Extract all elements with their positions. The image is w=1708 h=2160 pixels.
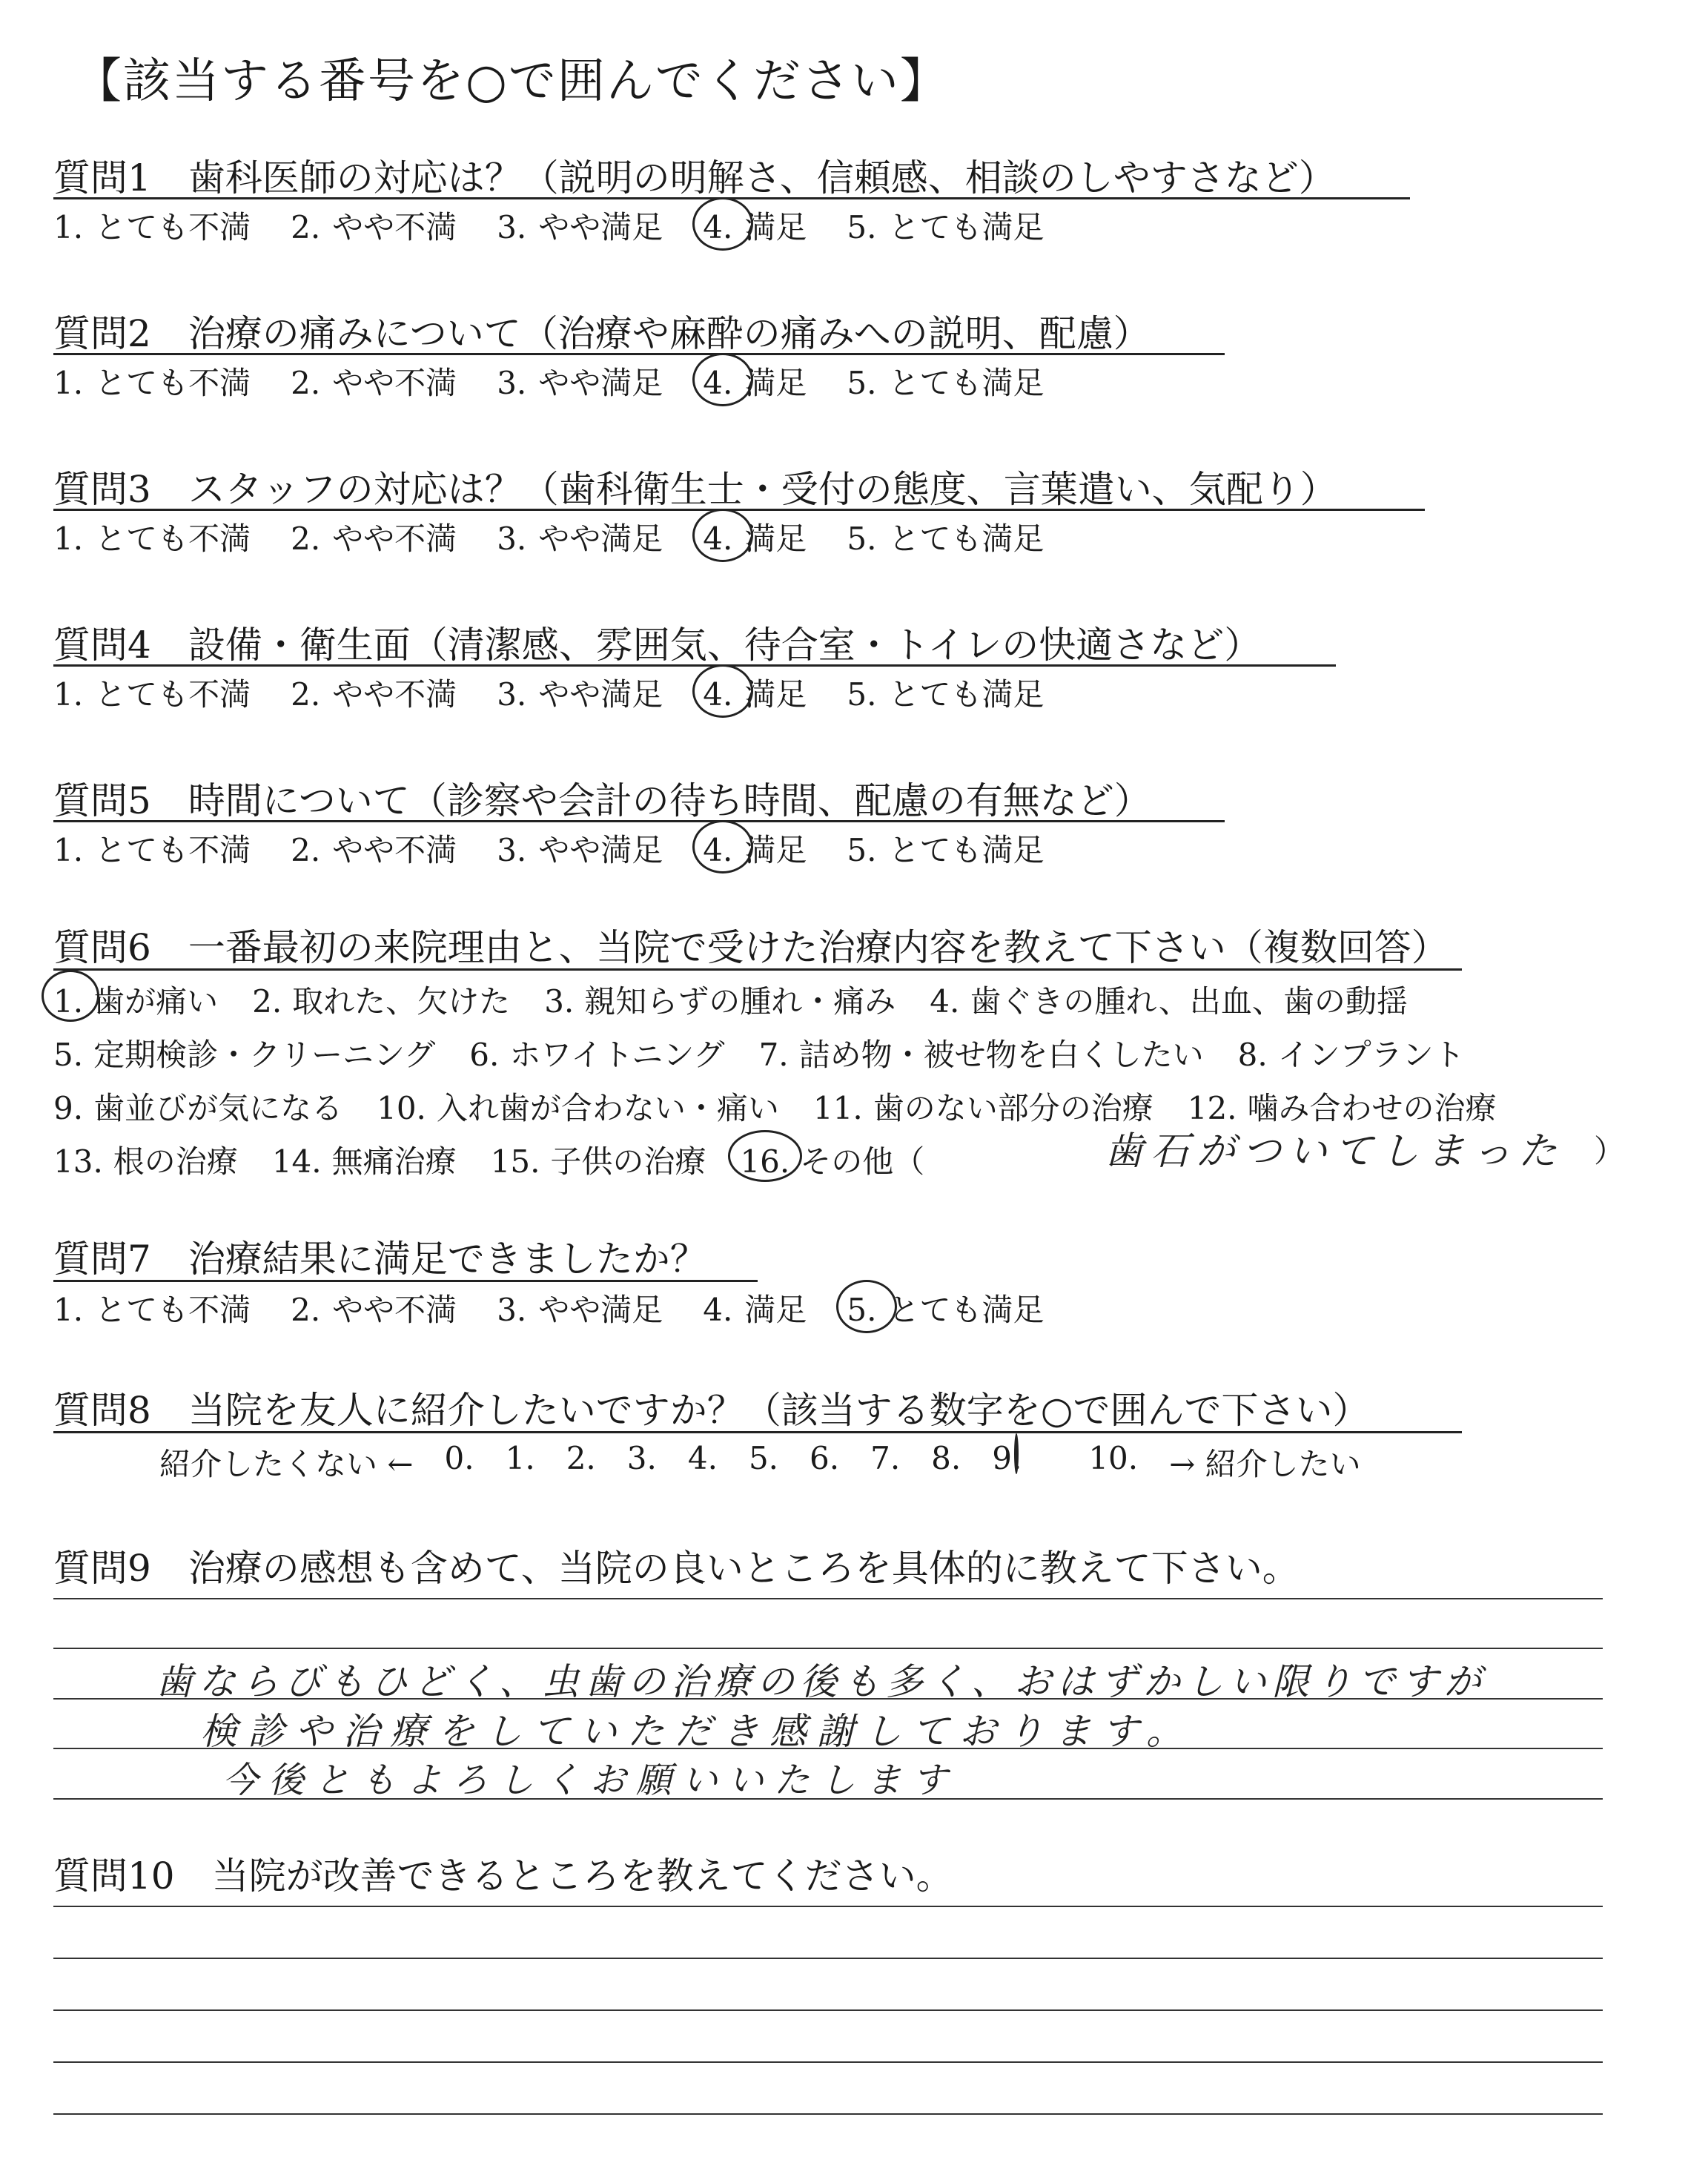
q7-option-1[interactable]: [53, 1286, 251, 1330]
q2-option-3-label: やや満足: [538, 365, 663, 401]
q6-option-7[interactable]: [759, 1031, 1204, 1075]
q5-label: 質問5: [53, 779, 151, 822]
q3-option-4-label: 満足: [744, 521, 807, 557]
q8-scale-1[interactable]: 1.: [505, 1440, 535, 1476]
q1-text: 歯科医師の対応は？（説明の明解さ、信頼感、相談のしやすさなど）: [188, 156, 1336, 199]
q4-option-1[interactable]: [53, 670, 251, 715]
q5-options: [53, 826, 1084, 871]
q1-option-3-number: 3.: [497, 209, 527, 245]
q8-selected-circle: [1014, 1433, 1019, 1474]
q7-question: [53, 1229, 707, 1283]
q6-option-9-label: 歯並びが気になる: [93, 1090, 343, 1126]
q6-option-4-label: 歯ぐきの腫れ、出血、歯の動揺: [970, 983, 1408, 1020]
q5-option-5-label: とても満足: [888, 832, 1045, 868]
q6-option-15-label: 子供の治療: [550, 1143, 706, 1180]
q6-option-13[interactable]: [53, 1137, 238, 1182]
q6-option-12-number: 12.: [1187, 1090, 1237, 1126]
q5-option-5-number: 5.: [847, 832, 877, 868]
q1-option-1-number: 1.: [53, 209, 84, 245]
q1-option-5-number: 5.: [847, 209, 877, 245]
q6-option-6-label: ホワイトニング: [509, 1037, 725, 1073]
q4-label: 質問4: [53, 624, 151, 667]
q2-question: [53, 304, 1151, 357]
q6-option-9-number: 9.: [53, 1090, 84, 1126]
q6-underline: [53, 968, 1462, 971]
q3-option-3[interactable]: [497, 515, 663, 559]
q2-option-3[interactable]: [497, 359, 663, 403]
q3-option-1-label: とても不満: [95, 521, 251, 557]
q3-option-3-label: やや満足: [538, 521, 663, 557]
q6-other-handwritten: 歯石がついてしまった: [1105, 1129, 1565, 1174]
q6-option-2-number: 2.: [252, 983, 282, 1020]
q2-option-4[interactable]: [703, 359, 807, 403]
q6-option-7-label: 詰め物・被せ物を白くしたい: [798, 1037, 1204, 1073]
q2-option-2-label: やや不満: [332, 365, 457, 401]
q3-label: 質問3: [53, 468, 151, 511]
q2-option-5[interactable]: [847, 359, 1044, 403]
q8-question: [53, 1381, 1369, 1434]
q3-option-5-number: 5.: [847, 521, 877, 557]
q5-option-2-label: やや不満: [332, 832, 457, 868]
q1-option-4-number: 4.: [703, 209, 733, 245]
q6-option-1-label: 歯が痛い: [93, 983, 219, 1020]
q5-option-2[interactable]: [291, 826, 457, 871]
q6-option-6[interactable]: [469, 1031, 724, 1075]
q6-option-4[interactable]: [930, 977, 1408, 1022]
q6-option-15[interactable]: [491, 1137, 706, 1182]
q8-scale: [445, 1440, 1170, 1484]
q6-option-13-label: 根の治療: [113, 1143, 238, 1180]
q5-underline: [53, 820, 1225, 822]
q9-label: 質問9: [53, 1547, 151, 1590]
q1-option-3[interactable]: [497, 203, 663, 248]
q9-rule-2: [53, 1648, 1603, 1649]
q10-rule-5: [53, 2113, 1603, 2115]
q1-question: [53, 148, 1336, 202]
q8-scale-6[interactable]: 6.: [810, 1440, 840, 1476]
q10-rule-3: [53, 2009, 1603, 2011]
q6-options-row-1: [53, 977, 1442, 1022]
q8-scale-row: [159, 1440, 1392, 1484]
q6-option-3[interactable]: [544, 977, 896, 1022]
q6-options-row-2: [53, 1031, 1499, 1075]
q6-option-8-label: インプラント: [1277, 1037, 1465, 1073]
q1-option-2-label: やや不満: [332, 209, 457, 245]
q3-option-2[interactable]: [291, 515, 457, 559]
q5-option-1-number: 1.: [53, 832, 84, 868]
q8-scale-3[interactable]: 3.: [626, 1440, 657, 1476]
q7-option-3[interactable]: [497, 1286, 663, 1330]
q8-scale-9[interactable]: 9.: [992, 1440, 1057, 1484]
q3-option-4-number: 4.: [703, 521, 733, 557]
q9-rule-1: [53, 1598, 1603, 1599]
q6-option-12-label: 噛み合わせの治療: [1247, 1090, 1497, 1126]
q7-option-4-number: 4.: [703, 1292, 733, 1328]
q2-option-4-label: 満足: [744, 365, 807, 401]
q6-option-11-number: 11.: [812, 1090, 863, 1126]
q7-option-2[interactable]: [291, 1286, 457, 1330]
q1-option-5[interactable]: [847, 203, 1044, 248]
q4-option-3-label: やや満足: [538, 676, 663, 713]
q5-option-1-label: とても不満: [95, 832, 251, 868]
q1-options: [53, 203, 1084, 248]
q5-option-2-number: 2.: [291, 832, 321, 868]
q8-right-label: → 紹介したい: [1169, 1446, 1361, 1482]
q6-option-2[interactable]: [252, 977, 510, 1022]
q3-text: スタッフの対応は？（歯科衛生士・受付の態度、言葉遣い、気配り）: [188, 468, 1337, 511]
q6-option-14-number: 14.: [271, 1143, 322, 1180]
q1-underline: [53, 197, 1410, 199]
q6-option-2-label: 取れた、欠けた: [292, 983, 511, 1020]
q6-option-13-number: 13.: [53, 1143, 103, 1180]
q3-options: [53, 515, 1084, 559]
q4-option-5-label: とても満足: [888, 676, 1045, 713]
q6-option-16-number: 16.: [740, 1143, 790, 1180]
q3-option-2-label: やや不満: [332, 521, 457, 557]
q6-option-11-label: 歯のない部分の治療: [873, 1090, 1153, 1126]
q1-option-4[interactable]: [703, 203, 807, 248]
q1-option-3-label: やや満足: [538, 209, 663, 245]
q6-option-10-label: 入れ歯が合わない・痛い: [436, 1090, 779, 1126]
q8-scale-4[interactable]: 4.: [687, 1440, 718, 1476]
q5-option-3-label: やや満足: [538, 832, 663, 868]
q1-option-1-label: とても不満: [95, 209, 251, 245]
q8-scale-7[interactable]: 7.: [870, 1440, 901, 1476]
q2-option-4-number: 4.: [703, 365, 733, 401]
q3-option-5-label: とても満足: [888, 521, 1045, 557]
q4-option-1-number: 1.: [53, 676, 84, 713]
q3-underline: [53, 509, 1425, 511]
q6-question: [53, 918, 1449, 971]
q6-option-1[interactable]: [53, 977, 218, 1022]
q7-option-2-label: やや不満: [332, 1292, 457, 1328]
q10-rule-2: [53, 1958, 1603, 1959]
q3-option-1-number: 1.: [53, 521, 84, 557]
q1-option-5-label: とても満足: [888, 209, 1045, 245]
q7-option-4[interactable]: [703, 1286, 807, 1330]
q7-option-5-label: とても満足: [888, 1292, 1045, 1328]
page-title: 【該当する番号を○で囲んでください】: [74, 54, 949, 109]
q2-option-2-number: 2.: [291, 365, 321, 401]
q6-option-14-label: 無痛治療: [331, 1143, 457, 1180]
q3-question: [53, 460, 1337, 513]
q2-option-1-number: 1.: [53, 365, 84, 401]
q6-label: 質問6: [53, 926, 151, 969]
q6-option-3-number: 3.: [544, 983, 575, 1020]
q2-label: 質問2: [53, 312, 151, 355]
q6-option-9[interactable]: [53, 1084, 342, 1129]
q5-option-3[interactable]: [497, 826, 663, 871]
q7-option-2-number: 2.: [291, 1292, 321, 1328]
q1-option-2-number: 2.: [291, 209, 321, 245]
q5-text: 時間について（診察や会計の待ち時間、配慮の有無など）: [188, 779, 1151, 822]
q1-option-4-label: 満足: [744, 209, 807, 245]
q6-option-8[interactable]: [1238, 1031, 1465, 1075]
q4-underline: [53, 664, 1336, 667]
q7-option-1-label: とても不満: [95, 1292, 251, 1328]
q10-label: 質問10: [53, 1855, 175, 1898]
q7-option-3-number: 3.: [497, 1292, 527, 1328]
q5-option-4[interactable]: [703, 826, 807, 871]
q1-label: 質問1: [53, 156, 151, 199]
q4-options: [53, 670, 1084, 715]
q7-option-1-number: 1.: [53, 1292, 84, 1328]
q6-option-5-label: 定期検診・クリーニング: [93, 1037, 436, 1073]
q3-option-4[interactable]: [703, 515, 807, 559]
q9-text: 治療の感想も含めて、当院の良いところを具体的に教えて下さい。: [188, 1547, 1300, 1590]
q4-option-1-label: とても不満: [95, 676, 251, 713]
q4-option-5[interactable]: [847, 670, 1044, 715]
q6-option-3-label: 親知らずの腫れ・痛み: [584, 983, 896, 1020]
q3-option-5[interactable]: [847, 515, 1044, 559]
q2-option-5-label: とても満足: [888, 365, 1045, 401]
q7-text: 治療結果に満足できましたか？: [188, 1238, 707, 1281]
q9-handwritten-line-1: 歯ならびもひどく、虫歯の治療の後も多く、おはずかしい限りですが: [156, 1660, 1487, 1703]
q4-option-2-label: やや不満: [332, 676, 457, 713]
q2-option-1-label: とても不満: [95, 365, 251, 401]
q5-option-1[interactable]: [53, 826, 251, 871]
q8-underline: [53, 1431, 1462, 1433]
q6-option-16[interactable]: [740, 1137, 924, 1182]
q2-option-5-number: 5.: [847, 365, 877, 401]
q5-option-5[interactable]: [847, 826, 1044, 871]
q7-option-4-label: 満足: [744, 1292, 807, 1328]
q8-scale-0[interactable]: 0.: [444, 1440, 474, 1476]
q4-option-3[interactable]: [497, 670, 663, 715]
q3-option-2-number: 2.: [291, 521, 321, 557]
q6-text: 一番最初の来院理由と、当院で受けた治療内容を教えて下さい（複数回答）: [188, 926, 1449, 969]
q7-option-5-number: 5.: [847, 1292, 877, 1328]
q8-left-label: 紹介したくない ←: [159, 1446, 414, 1482]
q4-text: 設備・衛生面（清潔感、雰囲気、待合室・トイレの快適さなど）: [188, 624, 1262, 667]
q6-option-15-number: 15.: [490, 1143, 540, 1180]
q7-underline: [53, 1280, 758, 1282]
q6-option-1-number: 1.: [53, 983, 84, 1020]
q8-text: 当院を友人に紹介したいですか？（該当する数字を○で囲んで下さい）: [188, 1389, 1370, 1432]
q10-question: [53, 1846, 953, 1900]
q5-option-3-number: 3.: [497, 832, 527, 868]
q6-option-8-number: 8.: [1237, 1037, 1268, 1073]
q6-option-10-number: 10.: [377, 1090, 426, 1126]
q6-option-7-number: 7.: [758, 1037, 789, 1073]
q3-option-1[interactable]: [53, 515, 251, 559]
q8-scale-8[interactable]: 8.: [931, 1440, 961, 1476]
q7-label: 質問7: [53, 1238, 151, 1281]
q4-question: [53, 615, 1261, 669]
q5-question: [53, 771, 1151, 825]
q6-option-6-number: 6.: [469, 1037, 500, 1073]
q7-option-5[interactable]: [847, 1286, 1044, 1330]
q5-option-4-label: 満足: [744, 832, 807, 868]
q8-scale-10[interactable]: 10.: [1088, 1440, 1139, 1476]
q4-option-4-label: 満足: [744, 676, 807, 713]
q2-option-1[interactable]: [53, 359, 251, 403]
q9-handwritten-line-3: 今後ともよろしくお願いいたします: [222, 1760, 959, 1801]
q6-option-14[interactable]: [272, 1137, 457, 1182]
q10-text: 当院が改善できるところを教えてください。: [211, 1855, 953, 1898]
q2-text: 治療の痛みについて（治療や麻酔の痛みへの説明、配慮）: [188, 312, 1151, 355]
q10-rule-4: [53, 2061, 1603, 2063]
q2-option-3-number: 3.: [497, 365, 527, 401]
q8-label: 質問8: [53, 1389, 151, 1432]
q6-other-close-paren: ）: [1594, 1133, 1626, 1169]
q6-option-5-number: 5.: [53, 1037, 84, 1073]
q9-handwritten-line-2: 検診や治療をしていただき感謝しております。: [200, 1710, 1194, 1753]
q4-option-4-number: 4.: [703, 676, 733, 713]
q4-option-2-number: 2.: [291, 676, 321, 713]
q5-option-4-number: 4.: [703, 832, 733, 868]
q6-option-16-label: その他（: [800, 1143, 925, 1180]
q2-underline: [53, 353, 1225, 355]
q4-option-2[interactable]: [291, 670, 457, 715]
q6-option-5[interactable]: [53, 1031, 435, 1075]
q4-option-5-number: 5.: [847, 676, 877, 713]
q2-option-2[interactable]: [291, 359, 457, 403]
q3-option-3-number: 3.: [497, 521, 527, 557]
q4-option-4[interactable]: [703, 670, 807, 715]
q8-scale-5[interactable]: 5.: [748, 1440, 779, 1476]
q6-options-row-4: [53, 1137, 959, 1182]
q2-options: [53, 359, 1084, 403]
q7-option-3-label: やや満足: [538, 1292, 663, 1328]
q6-option-4-number: 4.: [930, 983, 960, 1020]
q10-rule-1: [53, 1906, 1603, 1907]
q8-scale-2[interactable]: 2.: [566, 1440, 596, 1476]
q1-option-2[interactable]: [291, 203, 457, 248]
q1-option-1[interactable]: [53, 203, 251, 248]
q4-option-3-number: 3.: [497, 676, 527, 713]
q6-option-11[interactable]: [813, 1084, 1153, 1129]
q6-option-10[interactable]: [377, 1084, 779, 1129]
q7-options: [53, 1286, 1084, 1330]
q9-question: [53, 1539, 1300, 1592]
